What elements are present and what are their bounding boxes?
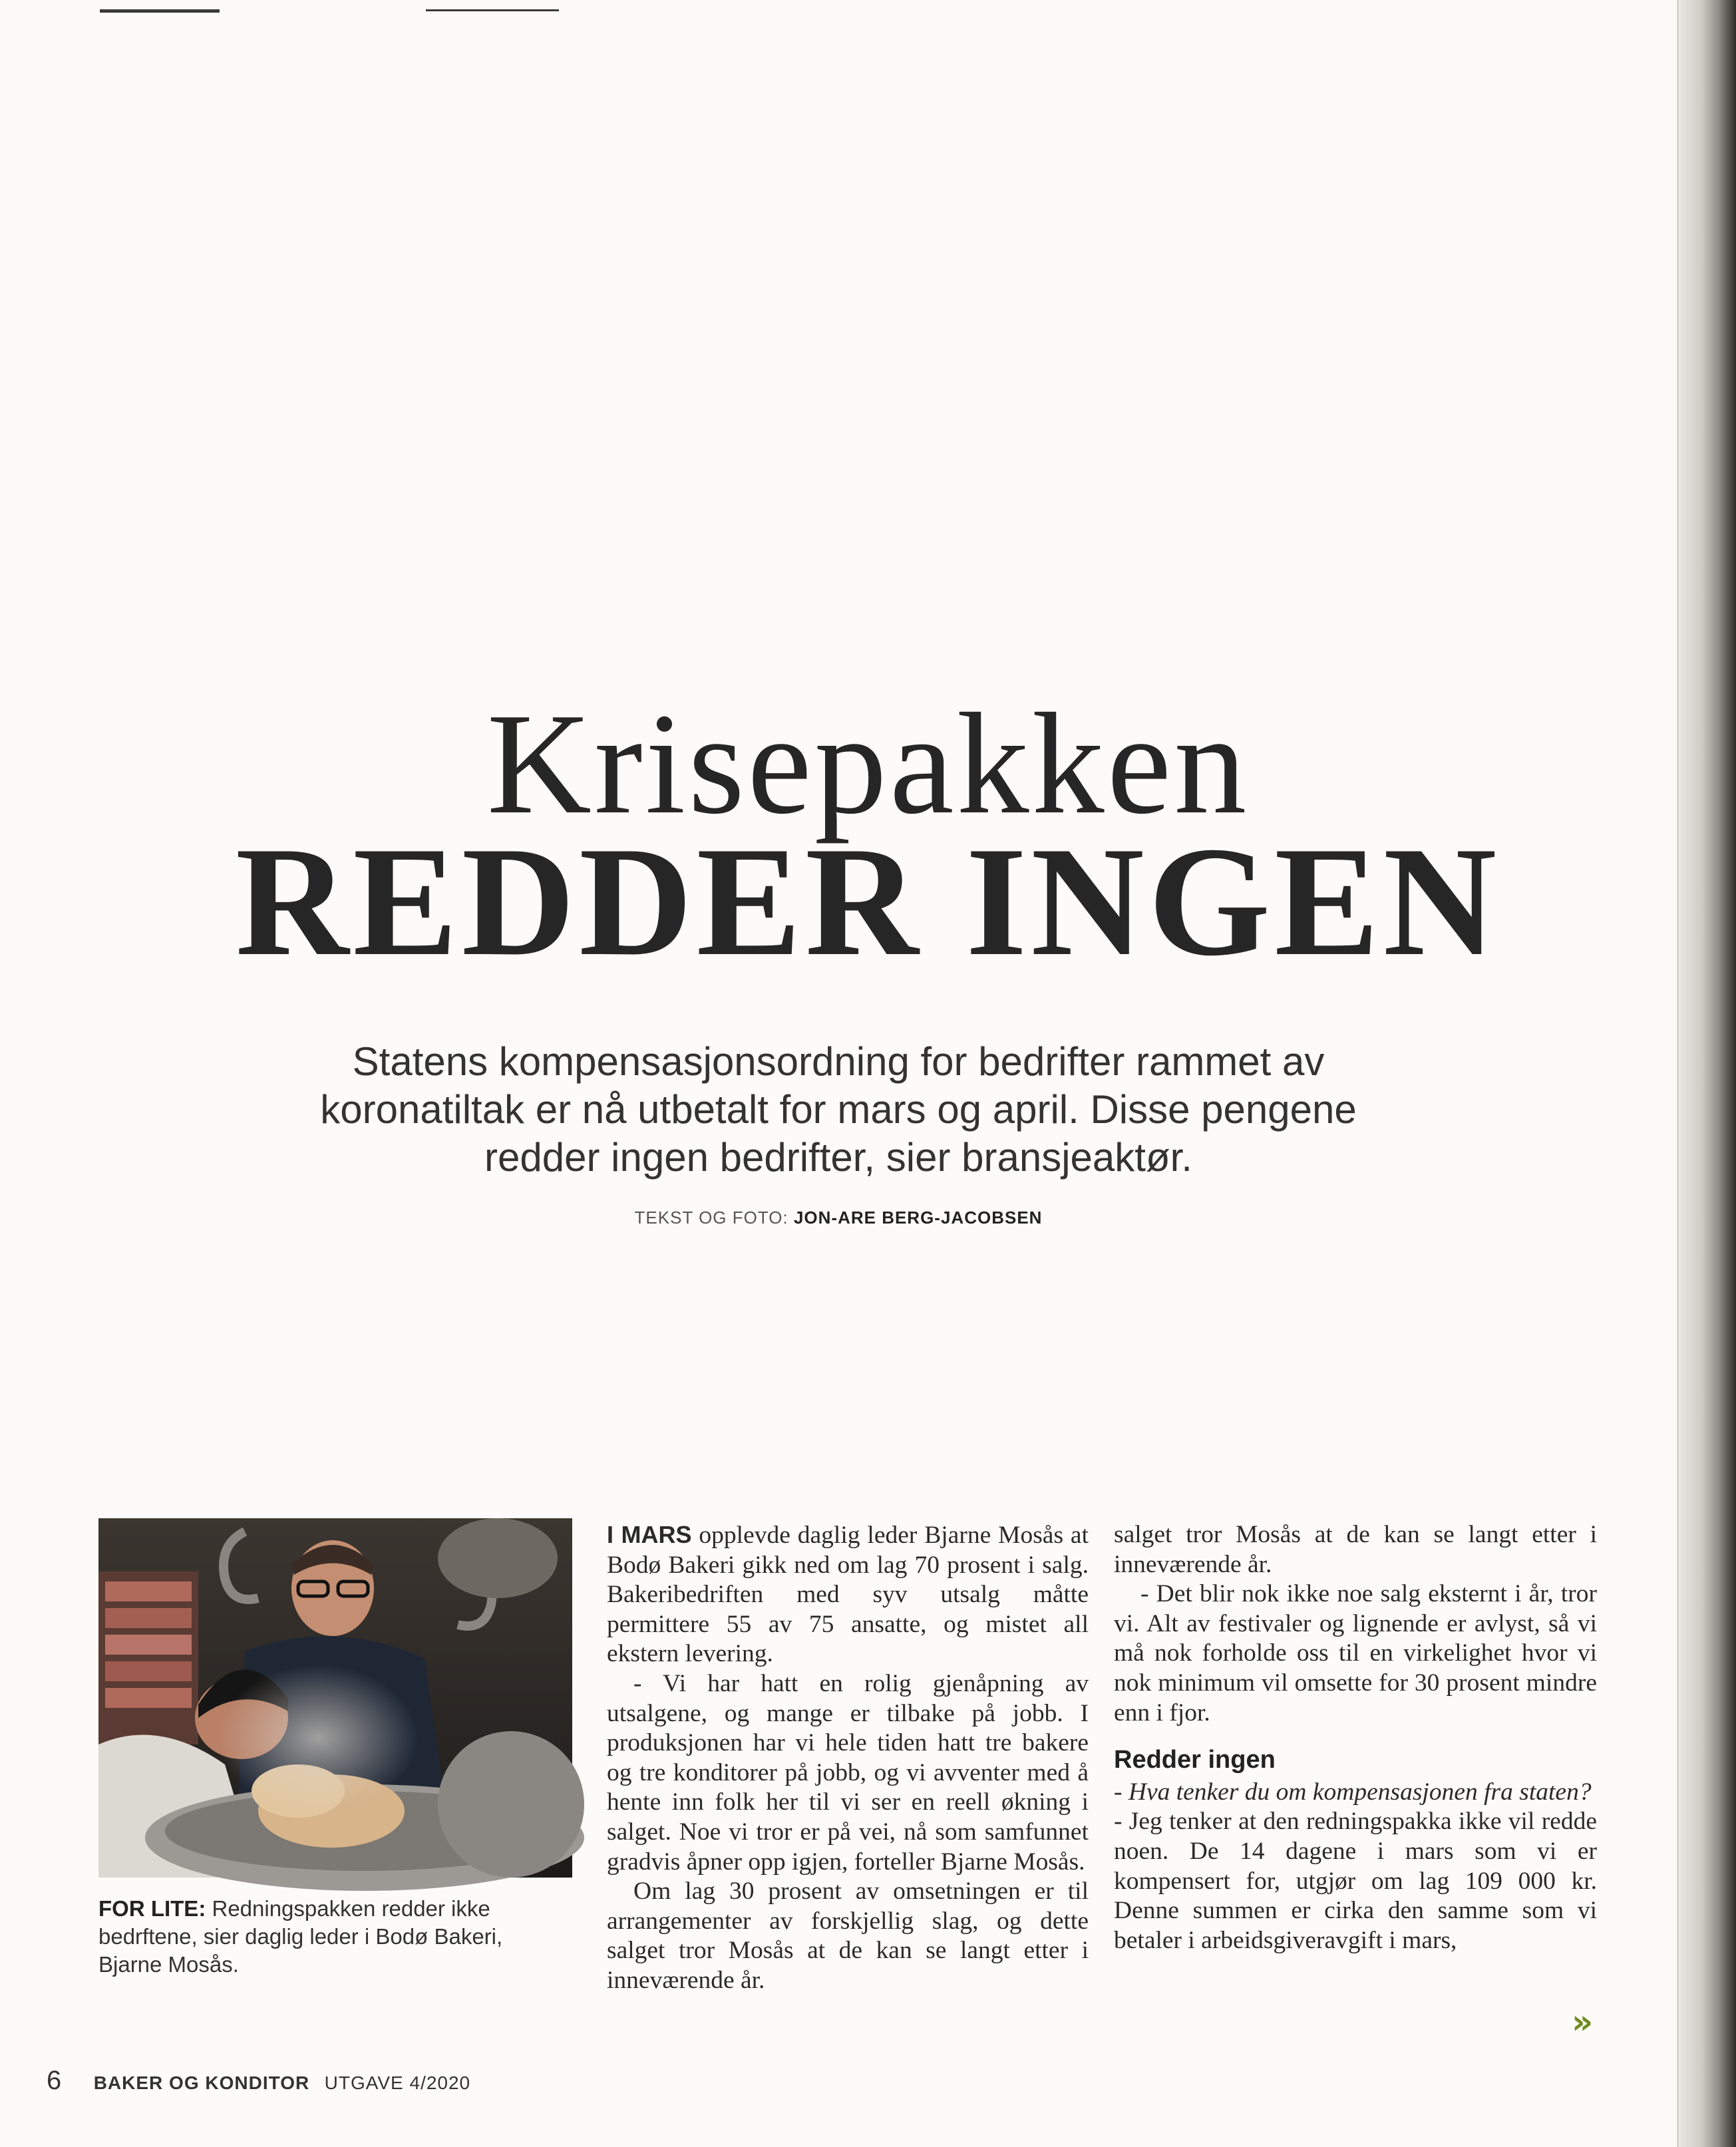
article-paragraph-4: - Det blir nok ikke noe salg eksternt i år, tror vi. Alt av festivaler og lignende er avlyst, så vi må nok forholde oss til en virkelighet hvor vi nok minimum vil omsette for 30 prosent mindre enn i fjor.	[1114, 1580, 1597, 1727]
scan-mark	[426, 9, 559, 11]
headline-line-2: REDDER INGEN	[235, 815, 1501, 989]
issue-label: UTGAVE 4/2020	[324, 2072, 471, 2093]
article-column-1	[607, 1520, 1089, 1994]
caption-label: FOR LITE:	[98, 1896, 206, 1921]
article-paragraph-1-text: opplevde daglig leder Bjarne Mosås at Bodø Bakeri gikk ned om lag 70 prosent i salg. Bakeribedriften med syv utsalg måtte permittere 55 av 75 ansatte, og mistet all ekstern levering.	[607, 1522, 1089, 1668]
byline	[0, 1208, 1677, 1228]
article-lead-in: I MARS	[607, 1521, 692, 1548]
byline-author: JON-ARE BERG-JACOBSEN	[793, 1208, 1043, 1228]
section-subheading: Redder ingen	[1114, 1746, 1276, 1774]
article-paragraph-3: Om lag 30 prosent av omsetningen er til arrangementer av forskjellig slag, og dette salget tror Mosås at de kan se langt etter i inneværende år.	[607, 1878, 1089, 1994]
article-paragraph-5: - Jeg tenker at den redningspakka ikke vil redde noen. De 14 dagene i mars som vi er kompensert for, utgjør om lag 109 000 kr. Denne summen er cirka den samme som vi betaler i arbeidsgiveravgift i mars,	[1114, 1808, 1597, 1954]
article-paragraph-1	[607, 1520, 1089, 1669]
article-column-2	[1114, 1520, 1597, 1955]
article-photo	[98, 1518, 572, 1878]
photo-caption	[98, 1895, 564, 1979]
caption-text: Redningspakken redder ikke bedrftene, sier daglig leder i Bodø Bakeri, Bjarne Mosås.	[98, 1896, 503, 1977]
interview-question: - Hva tenker du om kompensasjonen fra staten?	[1114, 1778, 1592, 1806]
page-number: 6	[47, 2066, 62, 2095]
byline-label: TEKST OG FOTO:	[634, 1208, 788, 1228]
headline-line-1: Krisepakken	[486, 684, 1250, 844]
page-footer	[47, 2066, 470, 2096]
page-binding-shadow	[1679, 0, 1736, 2147]
continue-arrow-icon: »	[1572, 2003, 1594, 2041]
article-paragraph-2: - Vi har hatt en rolig gjenåpning av utsalgene, og mange er tilbake på jobb. I produksjonen har vi hele tiden hatt tre bakere og tre konditorer på jobb, og vi avventer med å hente inn folk her til vi ser en reell økning i salget. Noe vi tror er på vei, nå som samfunnet gradvis åpner opp igjen, forteller Bjarne Mosås.	[607, 1669, 1089, 1876]
lead-paragraph: Statens kompensasjonsordning for bedrifter rammet av koronatiltak er nå utbetalt for mars og april. Disse pengene redder ingen bedrifter, sier bransjeaktør.	[320, 1039, 1357, 1180]
magazine-name: BAKER OG KONDITOR	[93, 2072, 310, 2093]
scan-mark	[100, 9, 220, 13]
article-paragraph-3-continued: salget tror Mosås at de kan se langt etter i inneværende år.	[1114, 1521, 1597, 1578]
bakery-photo-illustration	[98, 1518, 572, 1878]
